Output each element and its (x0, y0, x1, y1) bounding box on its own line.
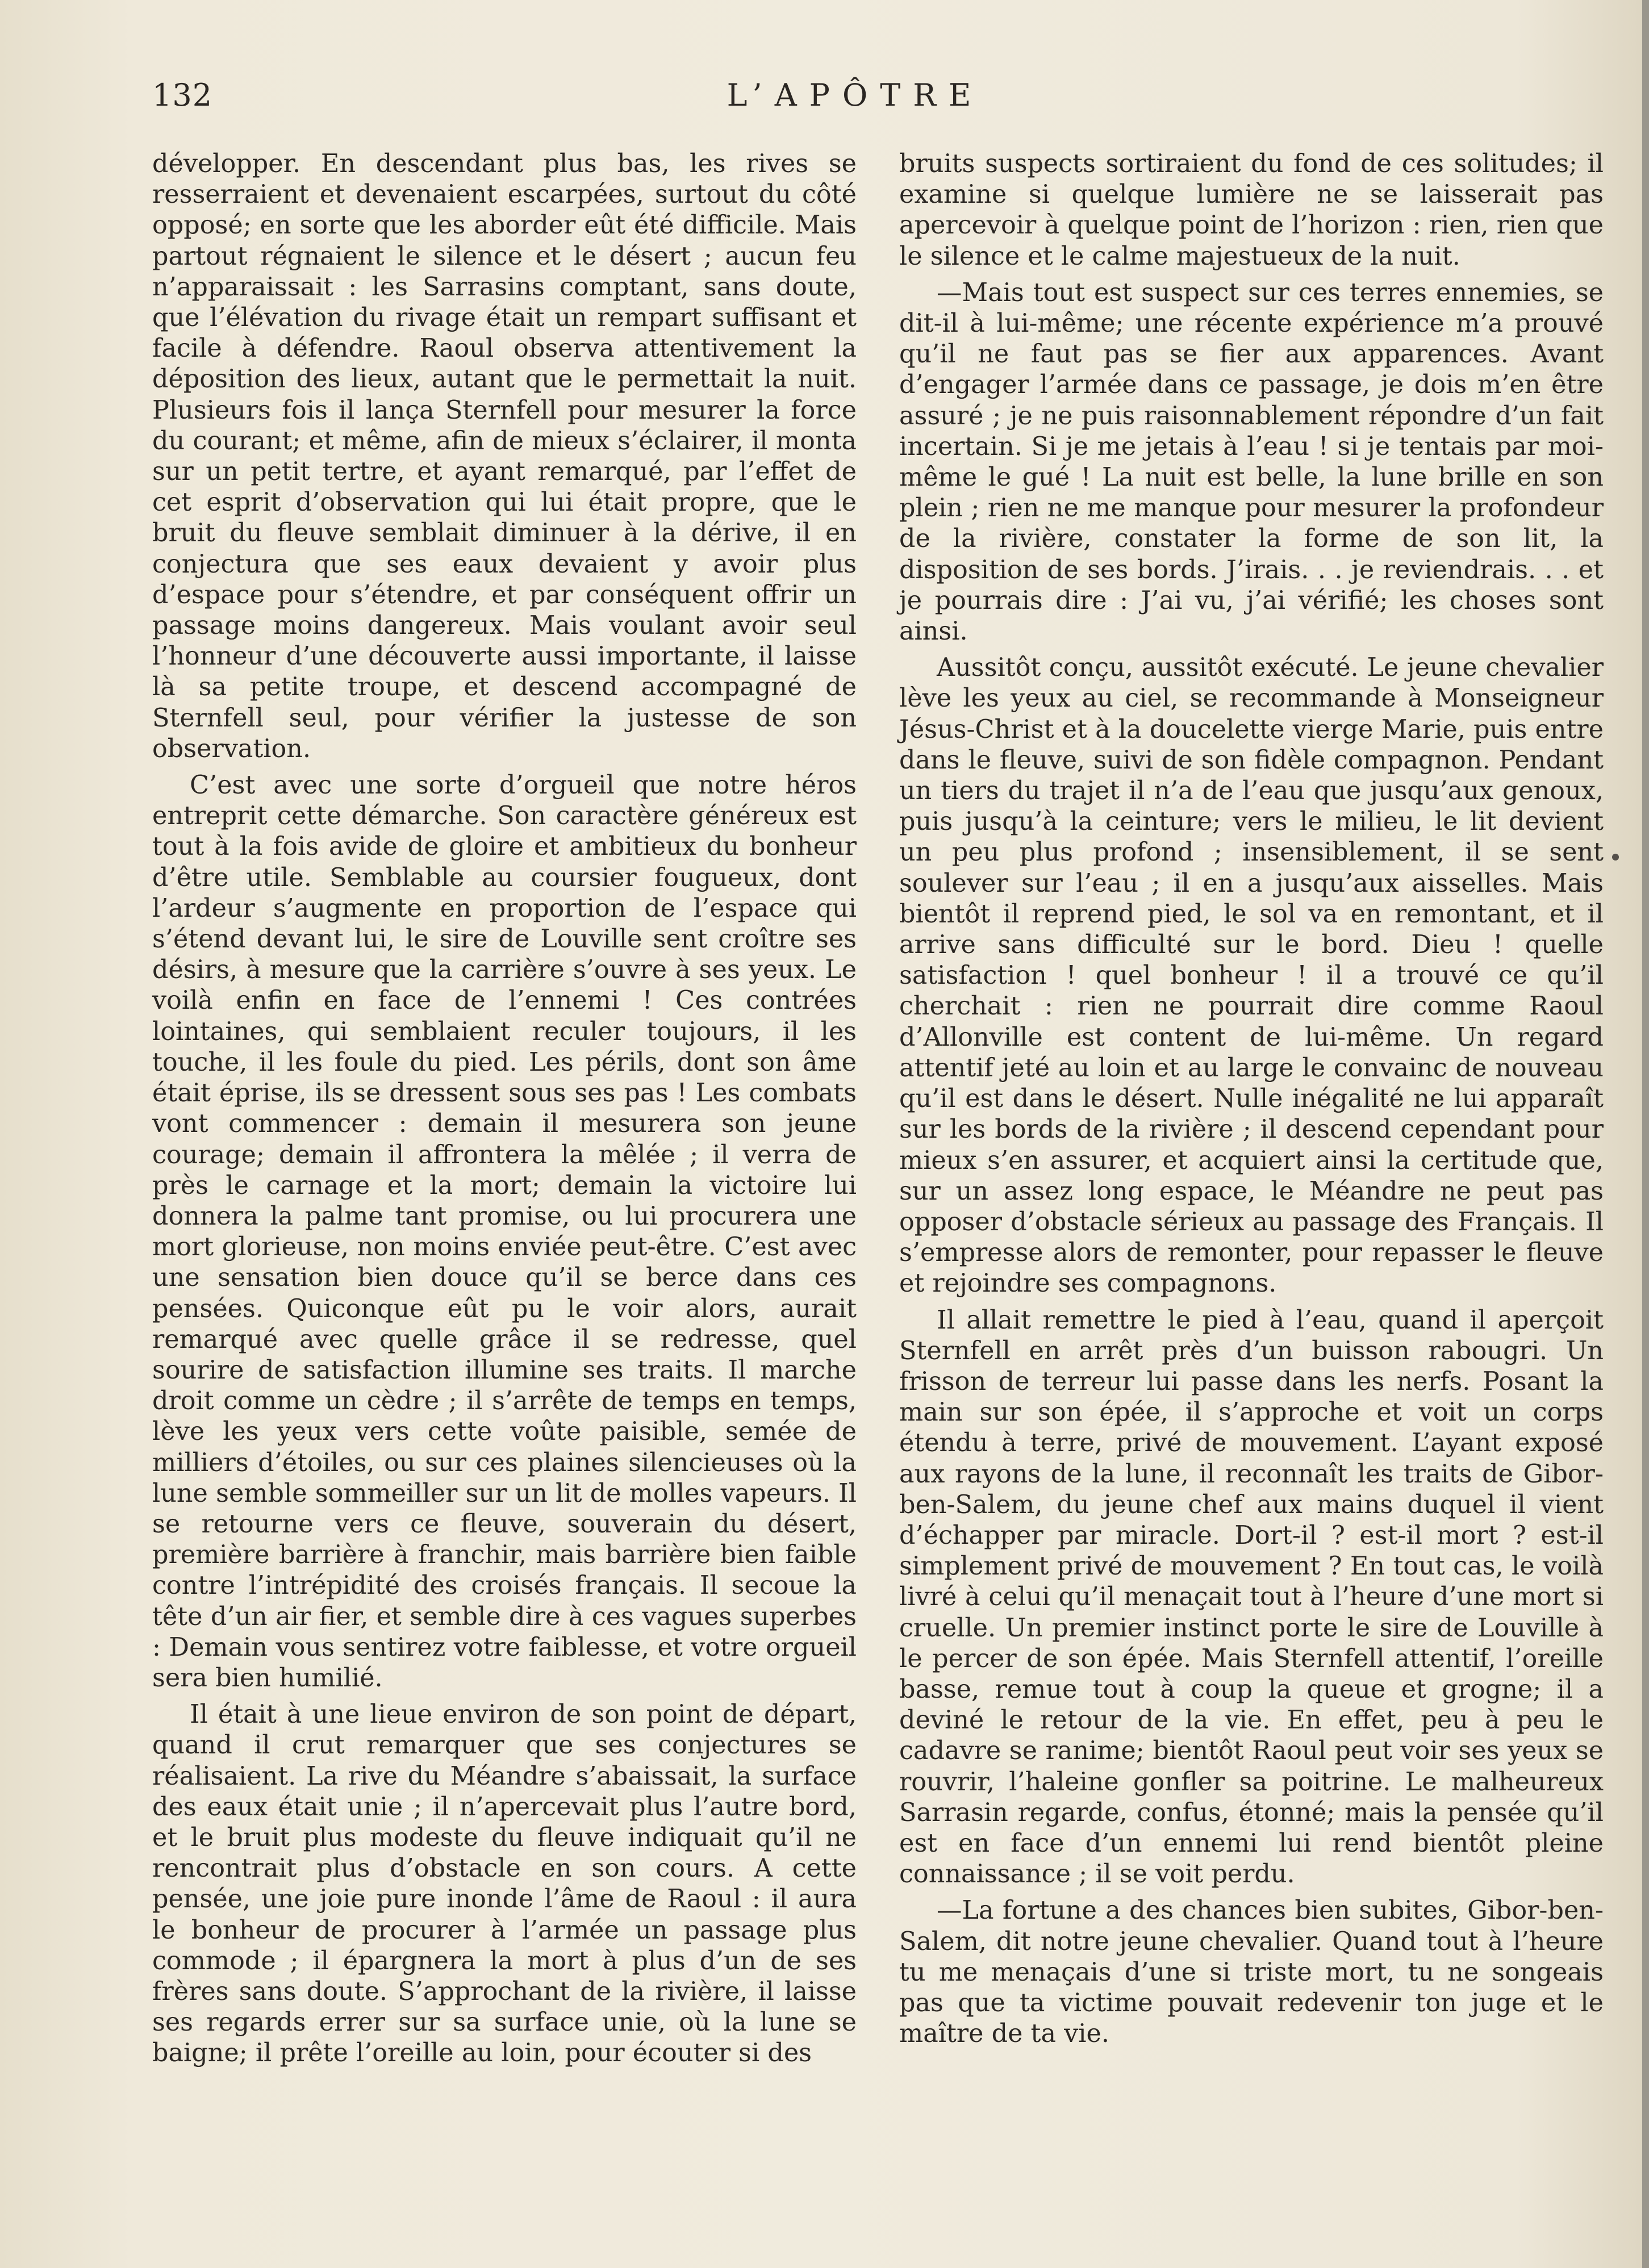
paragraph: Aussitôt conçu, aussitôt exécuté. Le jeune chevalier lève les yeux au ciel, se recommande à Monseigneur Jésus-Christ et à la doucelette vierge Marie, puis entre dans le fleuve, suivi de son fidèle compagnon. Pendant un tiers du trajet il n’a de l’eau que jusqu’aux genoux, puis jusqu’à la ceinture; vers le milieu, le lit devient un peu plus profond ; insensiblement, il se sent soulever sur l’eau ; il en a jusqu’aux aisselles. Mais bientôt il reprend pied, le sol va en remontant, et il arrive sans difficulté sur le bord. Dieu ! quelle satisfaction ! quel bonheur ! il a trouvé ce qu’il cherchait : rien ne pourrait dire comme Raoul d’Allonville est content de lui-même. Un regard attentif jeté au loin et au large le convainc de nouveau qu’il est dans le désert. Nulle inégalité ne lui apparaît sur les bords de la rivière ; il descend cependant pour mieux s’en assurer, et acquiert ainsi la certitude que, sur un assez long espace, le Méandre ne peut pas opposer d’obstacle sérieux au passage des Français. Il s’empresse alors de remonter, pour repasser le fleuve et rejoindre ses compagnons. (899, 653, 1604, 1298)
paragraph: Il était à une lieue environ de son point de départ, quand il crut remarquer que ses conjectures se réalisaient. La rive du Méandre s’abaissait, la surface des eaux était unie ; il n’apercevait plus l’autre bord, et le bruit plus modeste du fleuve indiquait qu’il ne rencontrait plus d’obstacle en son cours. A cette pensée, une joie pure inonde l’âme de Raoul : il aura le bonheur de procurer à l’armée un passage plus commode ; il épargnera la mort à plus d’un de ses frères sans doute. S’approchant de la rivière, il laisse ses regards errer sur sa surface unie, où la lune se baigne; il prête l’oreille au loin, pour écouter si des (152, 1700, 857, 2068)
right-column (899, 149, 1604, 2049)
running-title: L’APÔTRE (727, 77, 984, 113)
left-column (152, 149, 857, 2069)
paragraph: C’est avec une sorte d’orgueil que notre héros entreprit cette démarche. Son caractère généreux est tout à la fois avide de gloire et ambitieux du bonheur d’être utile. Semblable au coursier fougueux, dont l’ardeur s’augmente en proportion de l’espace qui s’étend devant lui, le sire de Louville sent croître ses désirs, à mesure que la carrière s’ouvre à ses yeux. Le voilà enfin en face de l’ennemi ! Ces contrées lointaines, qui semblaient reculer toujours, il les touche, il les foule du pied. Les périls, dont son âme était éprise, ils se dressent sous ses pas ! Les combats vont commencer : demain il mesurera son jeune courage; demain il affrontera la mêlée ; il verra de près le carnage et la mort; demain la victoire lui donnera la palme tant promise, ou lui procurera une mort glorieuse, non moins enviée peut-être. C’est avec une sensation bien douce qu’il se berce dans ces pensées. Quiconque eût pu le voir alors, aurait remarqué avec quelle grâce il se redresse, quel sourire de satisfaction illumine ses traits. Il marche droit comme un cèdre ; il s’arrête de temps en temps, lève les yeux vers cette voûte paisible, semée de milliers d’étoiles, ou sur ces plaines silencieuses où la lune semble sommeiller sur un lit de molles vapeurs. Il se retourne vers ce fleuve, souverain du désert, première barrière à franchir, mais barrière bien faible contre l’intrépidité des croisés français. Il secoue la tête d’un air fier, et semble dire à ces vagues superbes : Demain vous sentirez votre faiblesse, et votre orgueil sera bien humilié. (152, 771, 857, 1693)
paragraph: Il allait remettre le pied à l’eau, quand il aperçoit Sternfell en arrêt près d’un buisson rabougri. Un frisson de terreur lui passe dans les nerfs. Posant la main sur son épée, il s’approche et voit un corps étendu à terre, privé de mouvement. L’ayant exposé aux rayons de la lune, il reconnaît les traits de Gibor-ben-Salem, du jeune chef aux mains duquel il vient d’échapper par miracle. Dort-il ? est-il mort ? est-il simplement privé de mouvement ? En tout cas, le voilà livré à celui qu’il menaçait tout à l’heure d’une mort si cruelle. Un premier instinct porte le sire de Louville à le percer de son épée. Mais Sternfell attentif, l’oreille basse, remue tout à coup la queue et grogne; il a deviné le retour de la vie. En effet, peu à peu le cadavre se ranime; bientôt Raoul peut voir ses yeux se rouvrir, l’haleine gonfler sa poitrine. Le malheureux Sarrasin regarde, confus, étonné; mais la pensée qu’il est en face d’un ennemi lui rend bientôt pleine connaissance ; il se voit perdu. (899, 1305, 1604, 1889)
paragraph: développer. En descendant plus bas, les rives se resserraient et devenaient escarpées, surtout du côté opposé; en sorte que les aborder eût été difficile. Mais partout régnaient le silence et le désert ; aucun feu n’apparaissait : les Sarrasins comptant, sans doute, que l’élévation du rivage était un rempart suffisant et facile à défendre. Raoul observa attentivement la déposition des lieux, autant que le permettait la nuit. Plusieurs fois il lança Sternfell pour mesurer la force du courant; et même, afin de mieux s’éclairer, il monta sur un petit tertre, et ayant remarqué, par l’effet de cet esprit d’observation qui lui était propre, que le bruit du fleuve semblait diminuer à la dérive, il en conjectura que ses eaux devaient y avoir plus d’espace pour s’étendre, et par conséquent offrir un passage moins dangereux. Mais voulant avoir seul l’honneur d’une découverte aussi importante, il laisse là sa petite troupe, et descend accompagné de Sternfell seul, pour vérifier la justesse de son observation. (152, 149, 857, 763)
margin-mark (1612, 854, 1619, 861)
page-edge (1642, 0, 1649, 2268)
paragraph: bruits suspects sortiraient du fond de ces solitudes; il examine si quelque lumière ne se laisserait pas apercevoir à quelque point de l’horizon : rien, rien que le silence et le calme majestueux de la nuit. (899, 149, 1604, 271)
page-header (152, 74, 1558, 119)
paragraph: —Mais tout est suspect sur ces terres ennemies, se dit-il à lui-même; une récente expérience m’a prouvé qu’il ne faut pas se fier aux apparences. Avant d’engager l’armée dans ce passage, je dois m’en être assuré ; je ne puis raisonnablement répondre d’un fait incertain. Si je me jetais à l’eau ! si je tentais par moi-même le gué ! La nuit est belle, la lune brille en son plein ; rien ne me manque pour mesurer la profondeur de la rivière, constater la forme de son lit, la disposition de ses bords. J’irais. . . je reviendrais. . . et je pourrais dire : J’ai vu, j’ai vérifié; les choses sont ainsi. (899, 278, 1604, 646)
page-number: 132 (152, 77, 213, 113)
paragraph: —La fortune a des chances bien subites, Gibor-ben-Salem, dit notre jeune chevalier. Quand tout à l’heure tu me menaçais d’une si triste mort, tu ne songeais pas que ta victime pouvait redevenir ton juge et le maître de ta vie. (899, 1896, 1604, 2049)
